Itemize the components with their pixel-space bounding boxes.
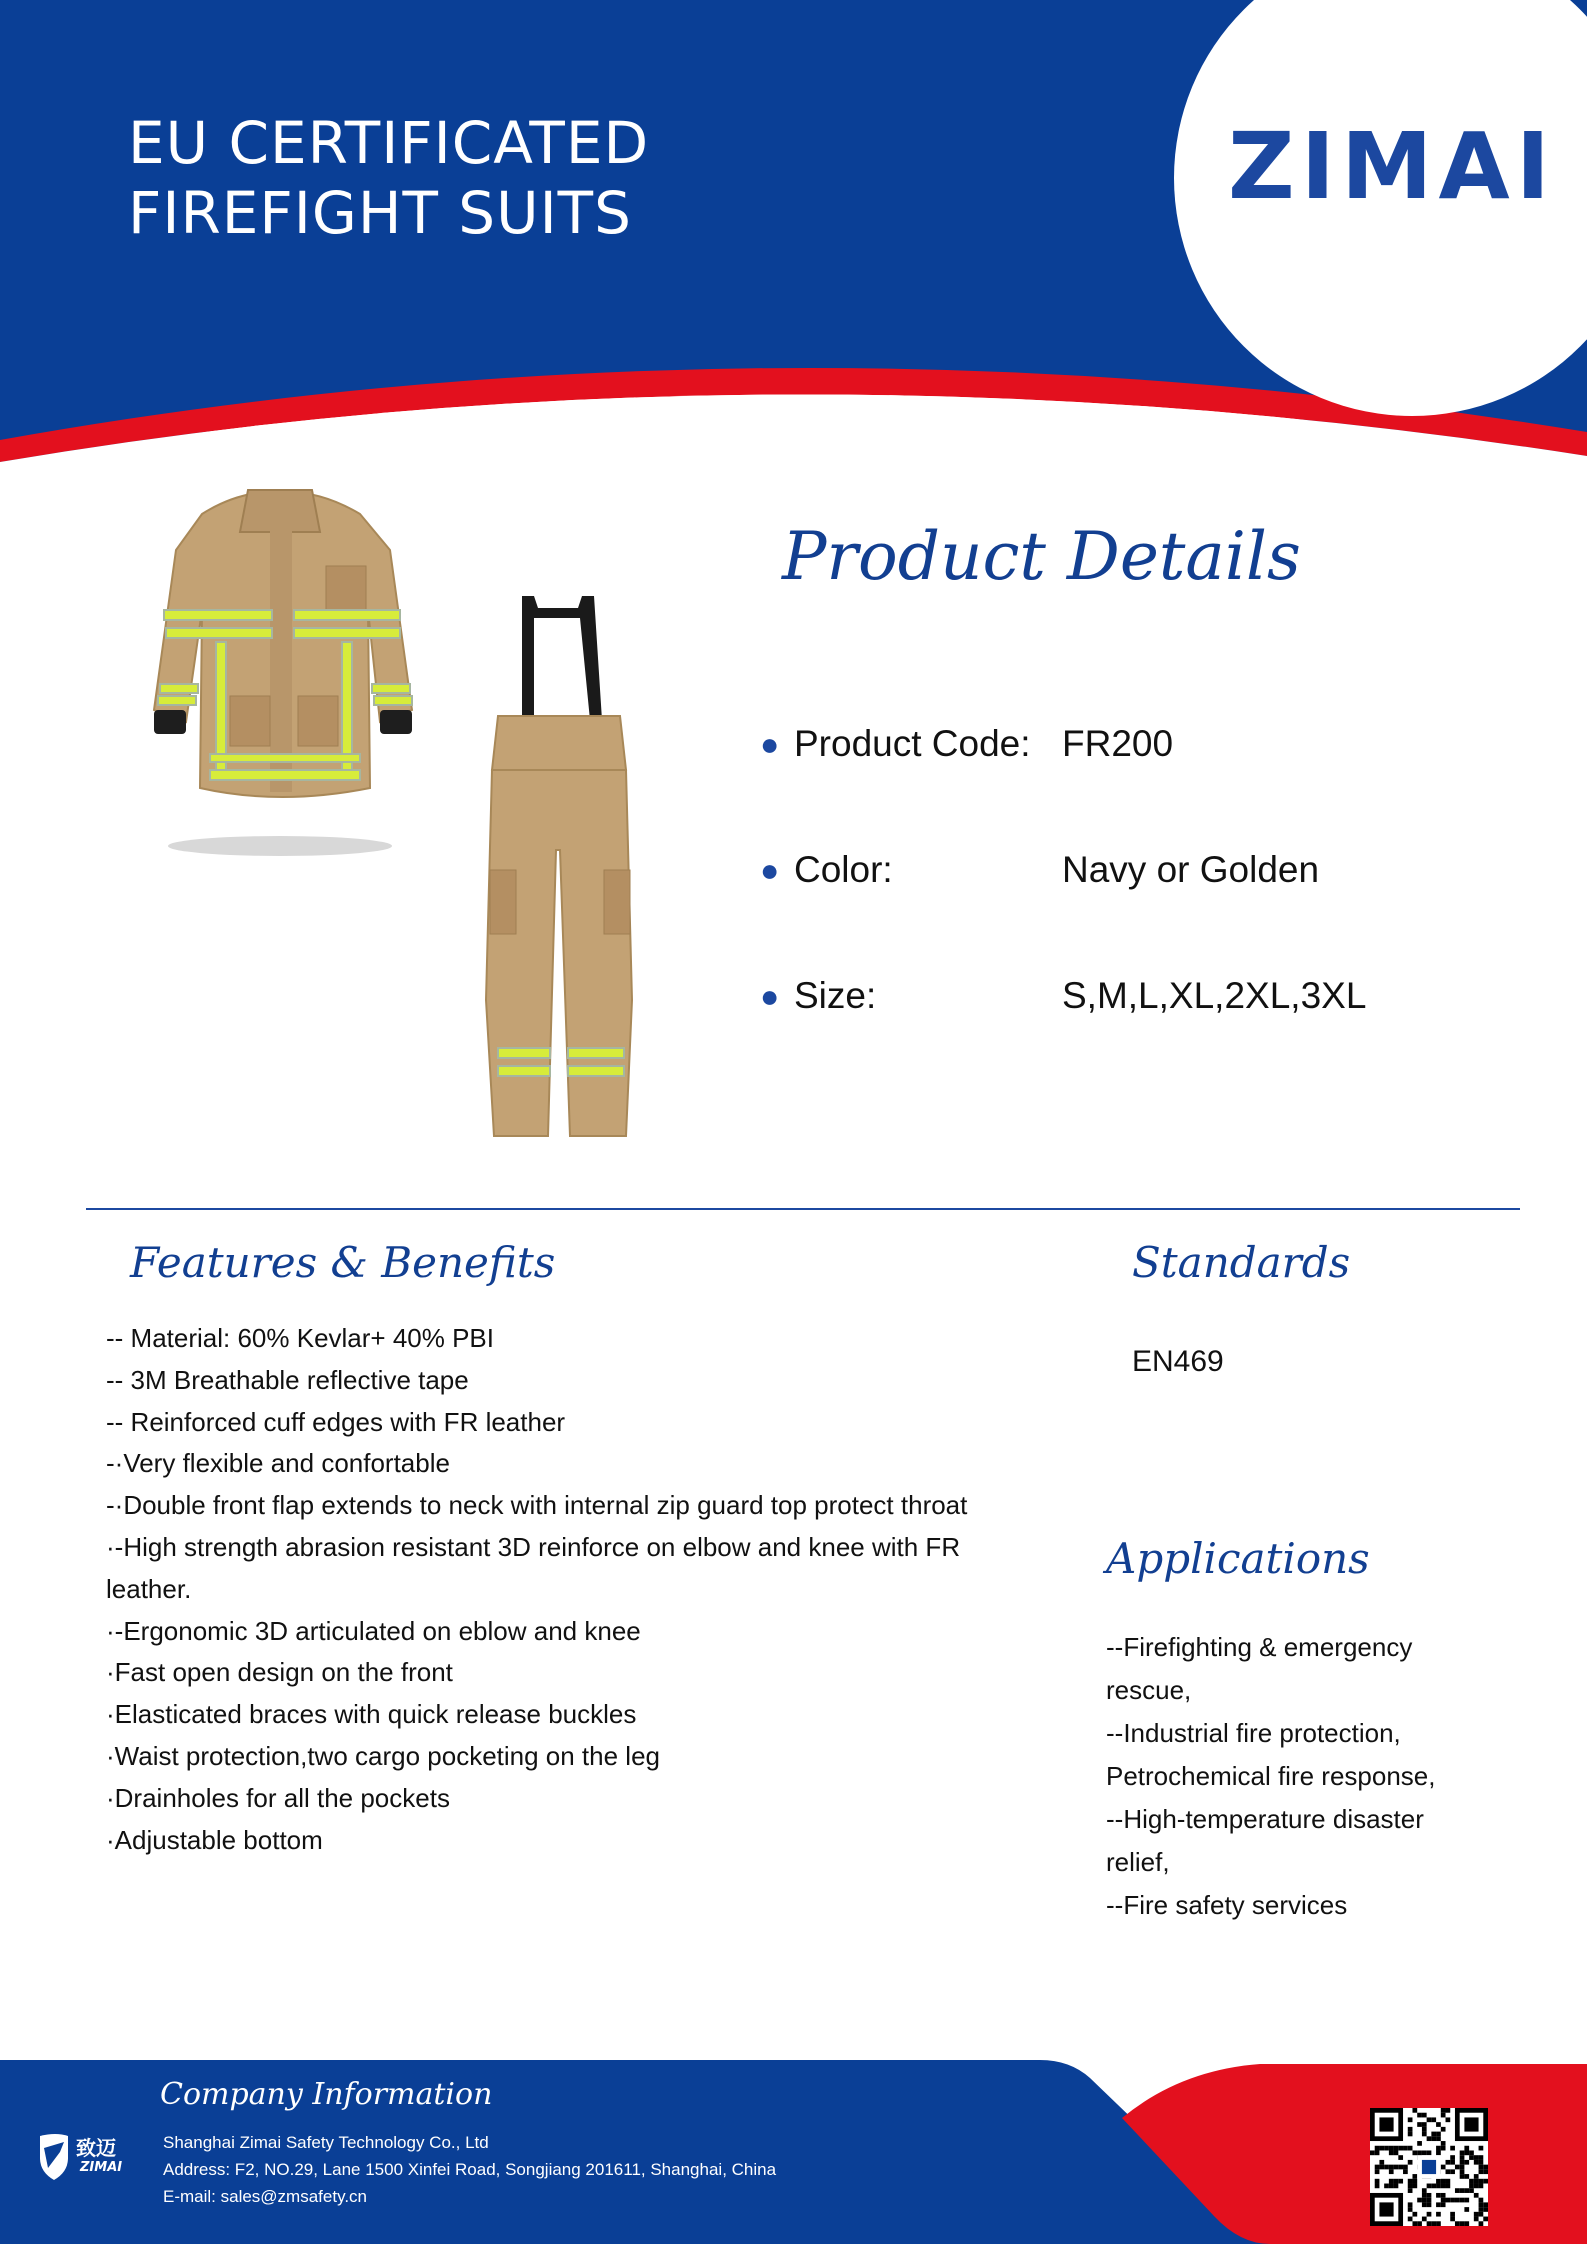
feature-item: ·Fast open design on the front <box>106 1657 453 1688</box>
features-list <box>106 1318 1036 1861</box>
feature-item: -- Reinforced cuff edges with FR leather <box>106 1406 566 1437</box>
feature-item: -- 3M Breathable reflective tape <box>106 1364 469 1395</box>
detail-row-color <box>760 840 1520 900</box>
detail-key: Size: <box>794 975 877 1016</box>
title-line-2: FIREFIGHT SUITS <box>128 179 632 247</box>
firefighter-suit-image <box>120 470 680 1150</box>
feature-item: ·-High strength abrasion resistant 3D reinforce on elbow and knee with FR leather. <box>106 1531 961 1604</box>
feature-item: ·Drainholes for all the pockets <box>106 1782 450 1813</box>
title-line-1: EU CERTIFICATED <box>128 109 650 177</box>
company-name: Shanghai Zimai Safety Technology Co., Ltd <box>163 2133 489 2152</box>
detail-value: FR200 <box>1062 723 1174 764</box>
detail-value: Navy or Golden <box>1062 849 1320 890</box>
section-divider <box>86 1208 1520 1210</box>
features-title: Features & Benefits <box>130 1238 556 1287</box>
company-info-title: Company Information <box>160 2077 493 2112</box>
bullet-icon: ● <box>760 852 780 888</box>
jacket-shadow <box>168 836 392 856</box>
detail-value: S,M,L,XL,2XL,3XL <box>1062 975 1367 1016</box>
feature-item: -·Very flexible and confortable <box>106 1448 450 1479</box>
detail-key: Product Code: <box>794 723 1031 764</box>
feature-item: -- Material: 60% Kevlar+ 40% PBI <box>106 1323 494 1353</box>
standards-value: EN469 <box>1132 1345 1224 1378</box>
feature-item: -·Double front flap extends to neck with internal zip guard top protect throat <box>106 1490 968 1521</box>
application-item: --Fire safety services <box>1106 1890 1348 1920</box>
feature-item: ·Adjustable bottom <box>106 1824 323 1855</box>
feature-item: ·Waist protection,two cargo pocketing on the leg <box>106 1740 660 1771</box>
feature-item: ·-Ergonomic 3D articulated on eblow and knee <box>106 1615 641 1646</box>
page-title <box>128 108 768 248</box>
standards-title: Standards <box>1132 1238 1351 1287</box>
company-address: Address: F2, NO.29, Lane 1500 Xinfei Road, Songjiang 201611, Shanghai, China <box>163 2160 777 2179</box>
detail-key: Color: <box>794 849 893 890</box>
bullet-icon: ● <box>760 726 780 762</box>
detail-row-product-code <box>760 714 1520 774</box>
trousers-graphic <box>486 596 632 1136</box>
brand-logo: ZIMAI <box>1228 113 1556 220</box>
product-details-title: Product Details <box>782 518 1301 595</box>
jacket-graphic <box>154 490 412 797</box>
company-email: E-mail: sales@zmsafety.cn <box>163 2187 367 2206</box>
application-item: --Industrial fire protection, Petrochemical fire response, <box>1106 1718 1436 1791</box>
footer-logo <box>34 2128 138 2188</box>
applications-title: Applications <box>1106 1534 1370 1583</box>
bullet-icon: ● <box>760 978 780 1014</box>
application-item: --High-temperature disaster relief, <box>1106 1804 1424 1877</box>
detail-row-size <box>760 966 1520 1026</box>
applications-list <box>1106 1626 1486 1927</box>
feature-item: ·Elasticated braces with quick release buckles <box>106 1699 637 1730</box>
logo-cn-text: 致迈 <box>76 2136 116 2160</box>
application-item: --Firefighting & emergency rescue, <box>1106 1632 1413 1705</box>
qr-code-icon <box>1370 2108 1488 2226</box>
logo-en-text: ZIMAI <box>80 2160 123 2175</box>
